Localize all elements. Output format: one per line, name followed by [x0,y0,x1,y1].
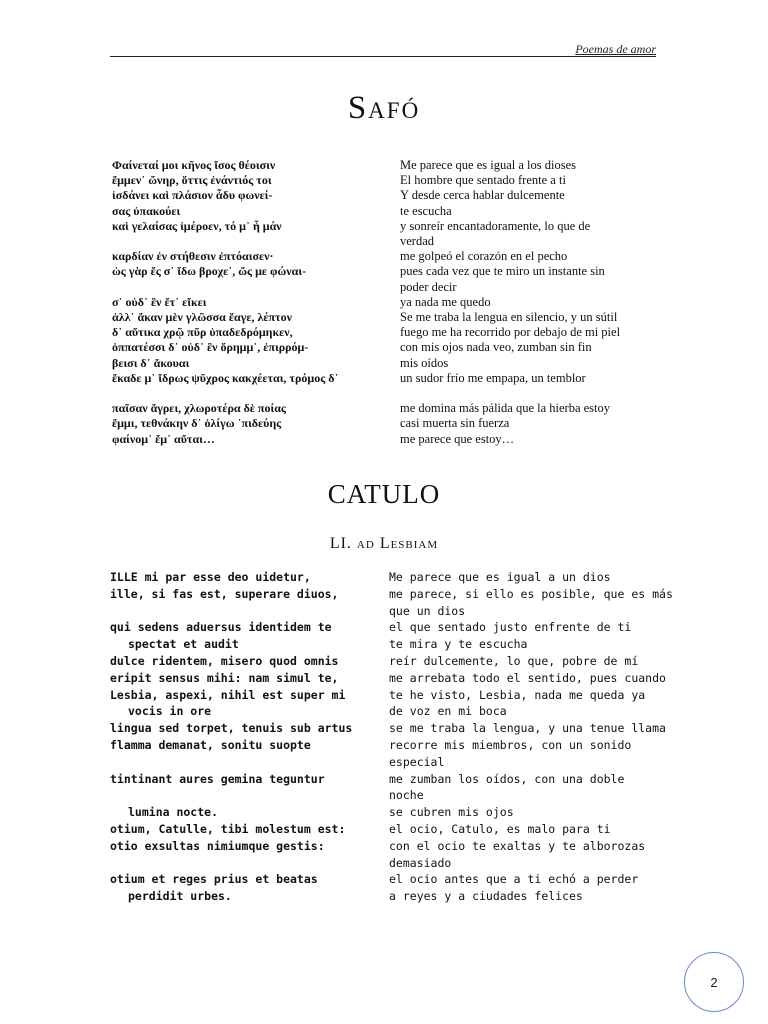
spanish-verse-line: me parece que estoy… [400,431,515,446]
spanish-verse-line: de voz en mi boca [389,704,507,719]
latin-verse-line: tintinant aures gemina teguntur [110,771,325,786]
spanish-verse-line: el ocio, Catulo, es malo para ti [389,821,611,836]
latin-verse-line [110,787,380,804]
spanish-verse-line: recorre mis miembros, con un sonido [389,737,632,752]
greek-verse-line [112,280,382,295]
latin-verse-line: ille, si fas est, superare diuos, [110,586,339,601]
greek-verse-line: ἔμμι, τεθνάκην δ᾽ ὀλίγω ᾽πιδεύης [112,416,282,431]
greek-verse-line: σ᾽ οὐδ᾽ ἒν ἔτ᾽ εἴκει [112,294,207,309]
latin-verse-line: dulce ridentem, misero quod omnis [110,653,339,668]
greek-verse-line: καὶ γελαίσας ἰμέροεν, τό μ᾽ ἦ μάν [112,218,282,233]
greek-poem-column [112,158,382,447]
spanish-verse-line: con el ocio te exaltas y te alborozas [389,838,646,853]
greek-verse-line: φαίνομ᾽ ἔμ᾽ αὔται… [112,431,215,446]
greek-verse-line: παῖσαν ἄγρει, χλωροτέρα δὲ ποίας [112,401,286,416]
spanish-verse-line: especial [389,754,445,769]
latin-verse-line: Lesbia, aspexi, nihil est super mi [110,687,346,702]
spanish-verse-line: casi muerta sin fuerza [400,416,510,431]
greek-verse-line: ἀλλ᾽ ἄκαν μὲν γλῶσσα ἔαγε, λέπτον [112,310,292,325]
spanish-verse-line: ya nada me quedo [400,294,491,309]
spanish-verse-line: El hombre que sentado frente a ti [400,173,566,188]
spanish-verse-line: un sudor frío me empapa, un temblor [400,370,586,385]
greek-verse-line: ἰσδάνει καὶ πλάσιον ἆδυ φωνεί- [112,188,273,203]
greek-verse-line: Φαίνεταί μοι κῆνος ἴσος θέοισιν [112,158,276,172]
spanish-verse-line: demasiado [389,855,452,870]
spanish-verse-line: te escucha [400,203,452,218]
greek-verse-line: ἔκαδε μ᾽ ἴδρως ψῦχρος κακχέεται, τρόμος δ᾽ [112,370,339,385]
spanish-verse-line: fuego me ha recorrido por debajo de mi piel [400,325,621,340]
section-title-safo: Safó [347,90,421,126]
latin-poem-column [110,569,380,905]
latin-verse-line: otium, Catulle, tibi molestum est: [110,821,346,836]
spanish-verse-line: se cubren mis ojos [389,805,514,820]
spanish-verse-line: reír dulcemente, lo que, pobre de mí [389,653,639,668]
latin-verse-line: perdidit urbes. [128,889,232,904]
latin-verse-line: vocis in ore [128,704,212,719]
spanish-verse-line: verdad [400,234,435,249]
spanish-verse-line: poder decir [400,279,457,294]
spanish-verse-line: te mira y te escucha [389,637,528,652]
greek-verse-line: σας ὐπακούει [112,203,181,218]
greek-verse-line: ὀππατέσσι δ᾽ οὐδ᾽ ἒν ὄρημμ᾽, ἐπιρρόμ- [112,340,309,355]
latin-verse-line: ILLE mi par esse deo uidetur, [110,570,311,584]
greek-verse-line: βεισι δ᾽ ἄκουαι [112,355,190,370]
spanish-verse-line: mis oídos [400,355,449,370]
section-title-catulo: CATULO [327,479,441,509]
header-rule [110,56,656,57]
running-header-title: Poemas de amor [575,42,656,56]
spanish-verse-line: me domina más pálida que la hierba estoy [400,401,611,416]
latin-verse-line: flamma demanat, sonitu suopte [110,737,311,752]
spanish-translation-catulo-column [389,569,673,905]
latin-verse-line: otio exsultas nimiumque gestis: [110,838,325,853]
spanish-verse-line: te he visto, Lesbia, nada me queda ya [389,687,646,702]
spanish-verse-line: Y desde cerca hablar dulcemente [400,188,565,203]
spanish-verse-line: con mis ojos nada veo, zumban sin fin [400,340,592,355]
spanish-verse-line: Me parece que es igual a los dioses [400,158,576,172]
spanish-verse-line: y sonreír encantadoramente, lo que de [400,218,591,233]
latin-verse-line: spectat et audit [128,637,239,652]
spanish-verse-line: me arrebata todo el sentido, pues cuando [389,670,666,685]
greek-verse-line: δ᾽ αὔτικα χρῷ πῦρ ὑπαδεδρόμηκεν, [112,325,293,340]
latin-verse-line: qui sedens aduersus identidem te [110,620,332,635]
page-number: 2 [710,974,718,990]
spanish-translation-safo-column [400,158,660,447]
spanish-verse-line: a reyes y a ciudades felices [389,889,583,904]
greek-verse-line [112,386,382,401]
latin-verse-line [110,754,380,771]
latin-verse-line: otium et reges prius et beatas [110,872,318,887]
spanish-verse-line: se me traba la lengua, y una tenue llama [389,721,666,736]
spanish-verse-line: que un dios [389,603,466,618]
greek-verse-line: ἔμμεν᾽ ὤνηρ, ὅττις ἐνάντιός τοι [112,173,272,188]
spanish-verse-line: me parece, si ello es posible, que es más [389,586,673,601]
latin-verse-line: eripit sensus mihi: nam simul te, [110,670,339,685]
latin-verse-line: lingua sed torpet, tenuis sub artus [110,721,353,736]
greek-verse-line [112,234,382,249]
greek-verse-line: καρδίαν ἐν στήθεσιν ἐπτόαισεν· [112,249,274,264]
spanish-verse-line: pues cada vez que te miro un instante sin [400,264,605,279]
latin-verse-line [110,603,380,620]
spanish-verse-line: Me parece que es igual a un dios [389,570,611,584]
spanish-verse-line: el ocio antes que a ti echó a perder [389,872,639,887]
spanish-verse-line: noche [389,788,424,803]
poem-subtitle: LI. ad Lesbiam [329,535,439,552]
greek-verse-line: ὠς γὰρ ἔς σ᾽ ἴδω βροχε᾽, ὤς με φώναι- [112,264,307,279]
spanish-verse-line: el que sentado justo enfrente de ti [389,620,632,635]
latin-verse-line: lumina nocte. [128,805,219,820]
spanish-verse-line: me zumban los oídos, con una doble [389,771,625,786]
spanish-verse-line: me golpeó el corazón en el pecho [400,249,568,264]
spanish-verse-line: Se me traba la lengua en silencio, y un sútil [400,310,618,325]
spanish-verse-line [400,386,660,401]
latin-verse-line [110,855,380,872]
page-number-badge [684,952,744,1012]
